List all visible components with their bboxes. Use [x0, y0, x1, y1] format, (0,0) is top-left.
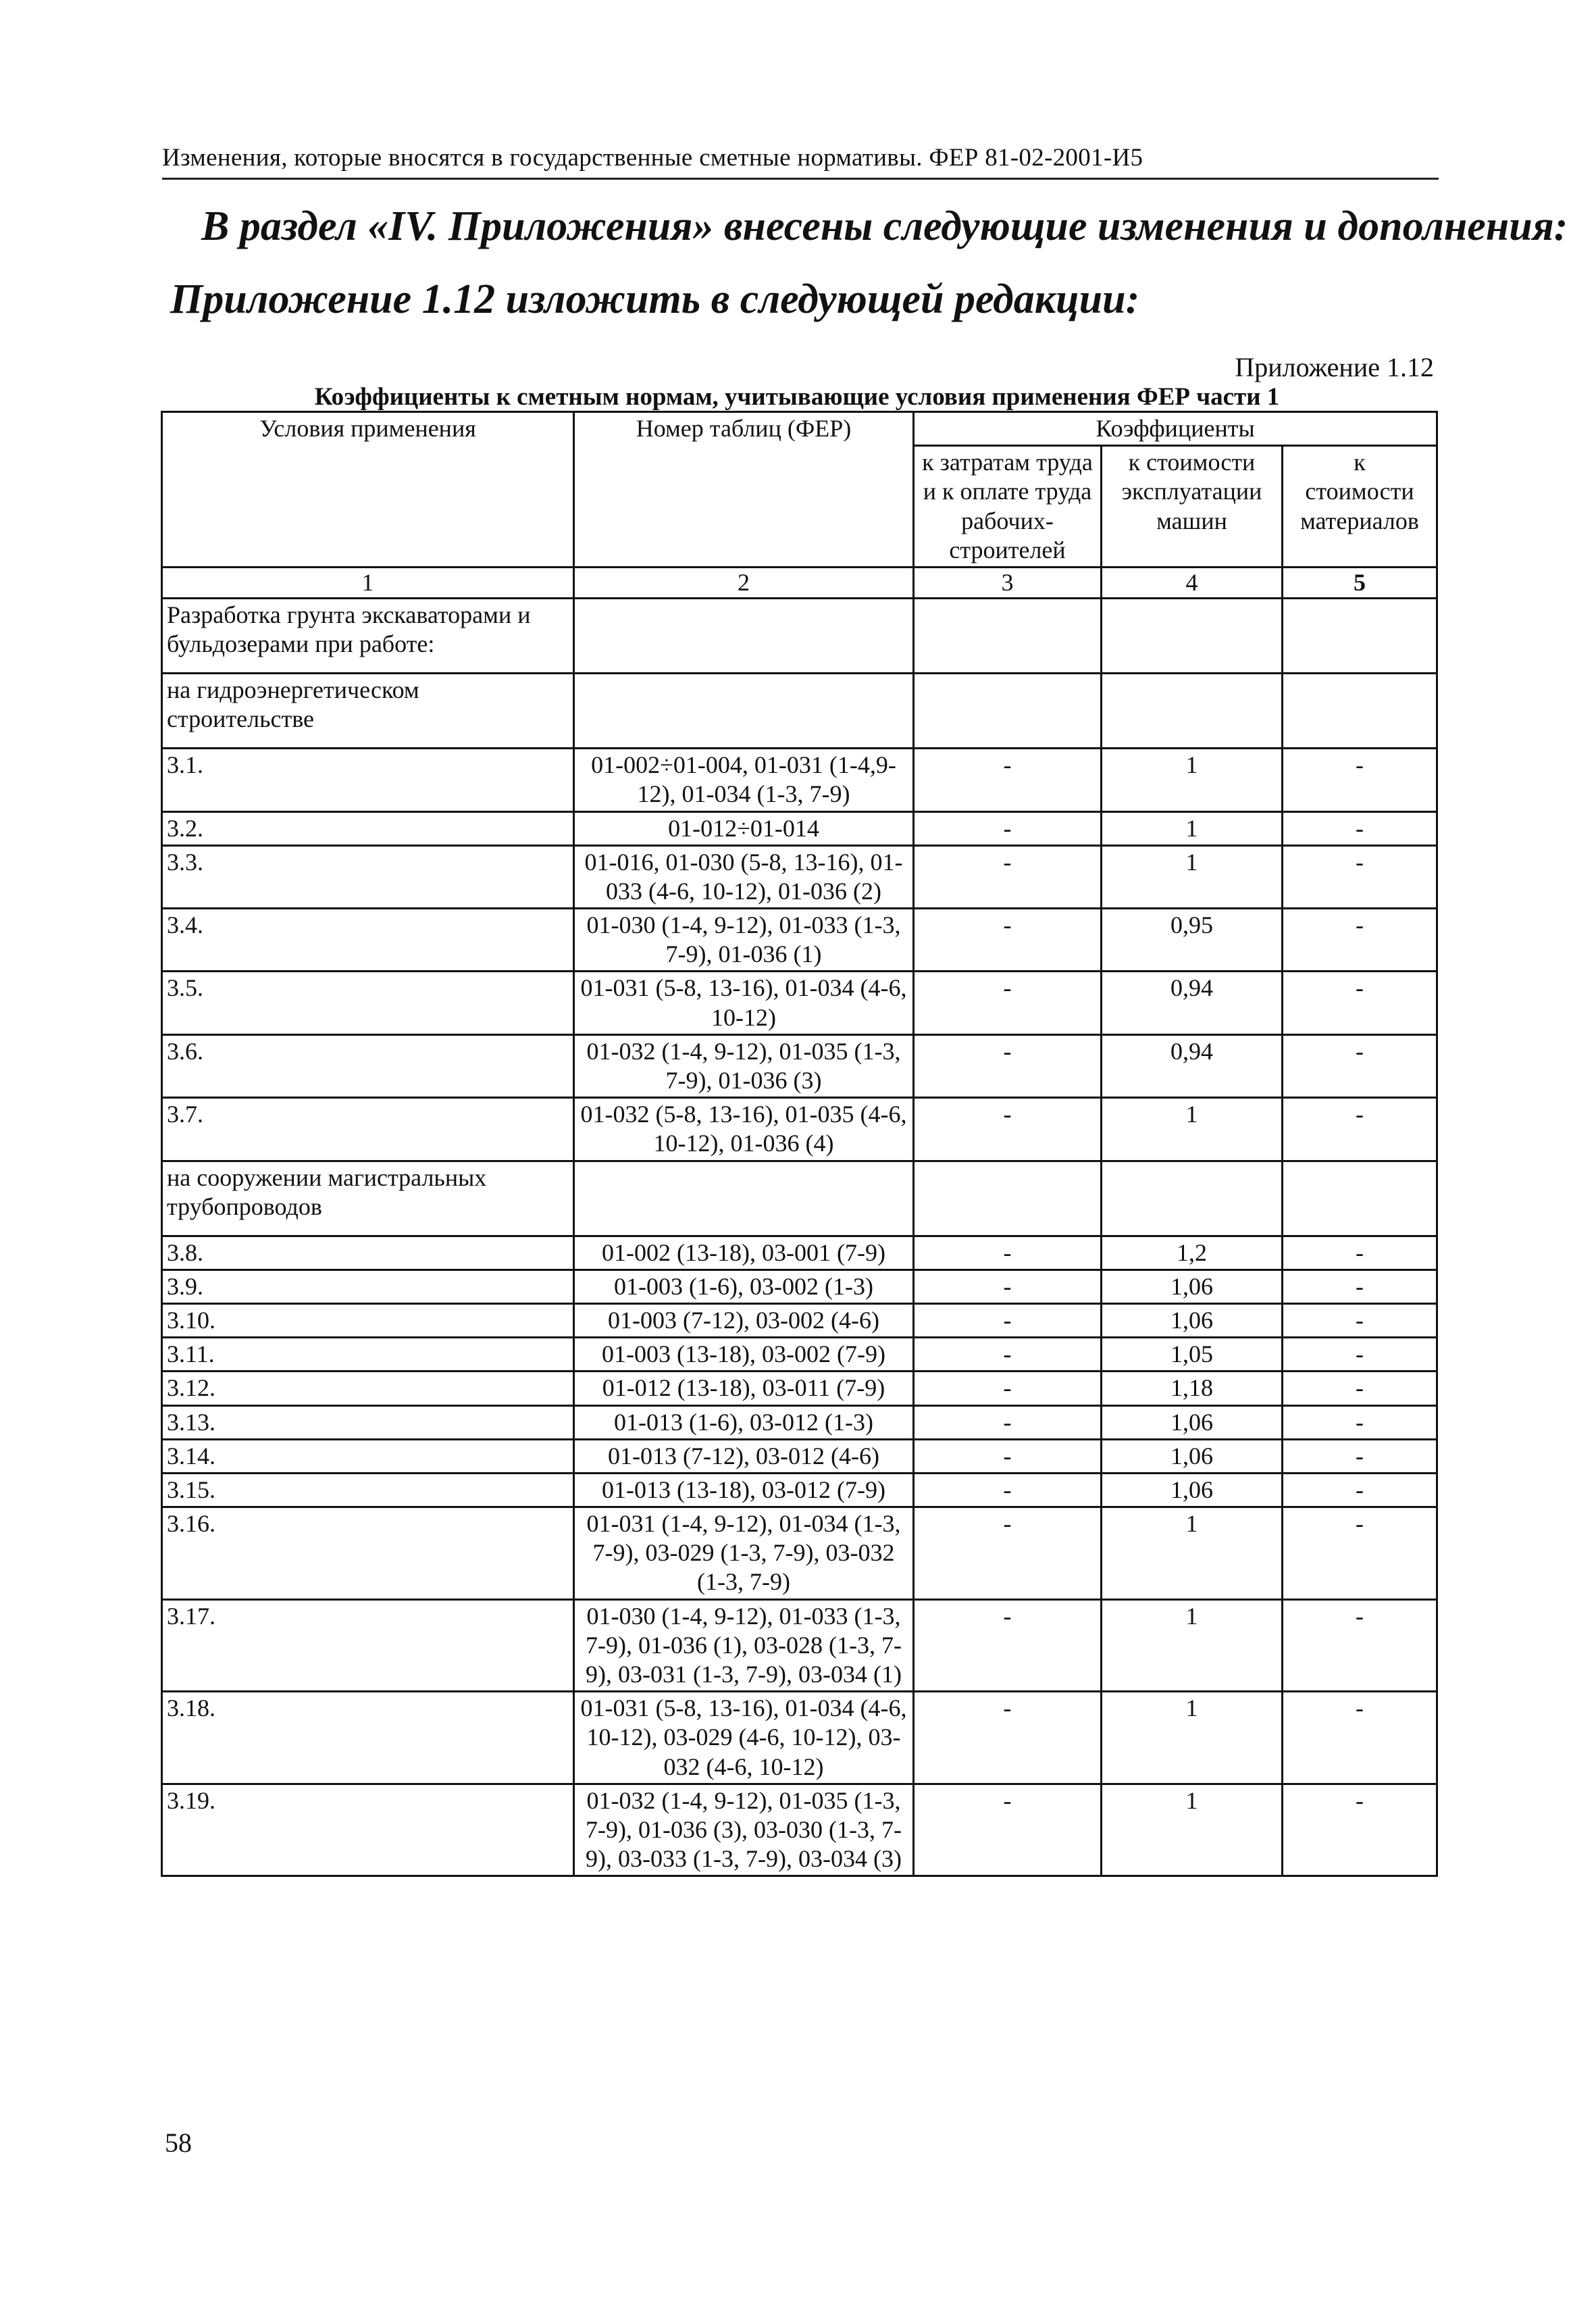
row-labor-coef: - [914, 1034, 1102, 1097]
column-number-row [162, 567, 1437, 598]
row-materials-coef: - [1283, 1372, 1437, 1405]
table-row [162, 1439, 1437, 1473]
table-row [162, 909, 1437, 972]
column-number: 2 [574, 567, 914, 598]
row-id: 3.19. [162, 1784, 574, 1876]
empty-cell [1283, 674, 1437, 749]
row-materials-coef: - [1283, 1784, 1437, 1876]
row-labor-coef: - [914, 972, 1102, 1034]
row-machines-coef: 1 [1102, 1507, 1283, 1600]
empty-cell [1283, 599, 1437, 674]
table-row [162, 1473, 1437, 1507]
row-materials-coef: - [1283, 1098, 1437, 1161]
header-coefficients: Коэффициенты [914, 412, 1437, 446]
row-materials-coef: - [1283, 1034, 1437, 1097]
row-labor-coef: - [914, 1236, 1102, 1269]
table-row [162, 1338, 1437, 1372]
row-labor-coef: - [914, 1473, 1102, 1507]
row-id: 3.12. [162, 1372, 574, 1405]
group-label: на гидроэнергетическом строительстве [162, 674, 574, 749]
row-materials-coef: - [1283, 1405, 1437, 1439]
group-row [162, 1161, 1437, 1236]
row-machines-coef: 1 [1102, 749, 1283, 811]
header-materials-text: стоимости материалов [1300, 478, 1419, 534]
row-materials-coef: - [1283, 811, 1437, 845]
row-labor-coef: - [914, 1692, 1102, 1784]
table-row [162, 1692, 1437, 1784]
row-labor-coef: - [914, 811, 1102, 845]
row-machines-coef: 1,18 [1102, 1372, 1283, 1405]
row-materials-coef: - [1283, 972, 1437, 1034]
row-materials-coef: - [1283, 1599, 1437, 1692]
table-header-row-1 [162, 412, 1437, 446]
row-machines-coef: 1,06 [1102, 1269, 1283, 1303]
group-label: на сооружении магистральных трубопроводов [162, 1161, 574, 1236]
table-row [162, 1372, 1437, 1405]
row-machines-coef: 1 [1102, 811, 1283, 845]
row-machines-coef: 0,94 [1102, 972, 1283, 1034]
table-row [162, 1784, 1437, 1876]
row-id: 3.8. [162, 1236, 574, 1269]
row-machines-coef: 1,06 [1102, 1405, 1283, 1439]
row-machines-coef: 1 [1102, 1692, 1283, 1784]
empty-cell [574, 1161, 914, 1236]
row-labor-coef: - [914, 1507, 1102, 1600]
row-table-numbers: 01-030 (1-4, 9-12), 01-033 (1-3, 7-9), 01-036 (1) [574, 909, 914, 972]
empty-cell [574, 599, 914, 674]
row-table-numbers: 01-016, 01-030 (5-8, 13-16), 01-033 (4-6, 10-12), 01-036 (2) [574, 845, 914, 908]
header-materials-k: к [1354, 449, 1366, 476]
page-number: 58 [165, 2128, 192, 2158]
row-table-numbers: 01-032 (1-4, 9-12), 01-035 (1-3, 7-9), 01-036 (3), 03-030 (1-3, 7-9), 03-033 (1-3, 7-9), 03-034 (3) [574, 1784, 914, 1876]
table-row [162, 1269, 1437, 1303]
row-labor-coef: - [914, 1303, 1102, 1337]
row-table-numbers: 01-003 (1-6), 03-002 (1-3) [574, 1269, 914, 1303]
row-materials-coef: - [1283, 1236, 1437, 1269]
group-row [162, 599, 1437, 674]
row-id: 3.5. [162, 972, 574, 1034]
row-materials-coef: - [1283, 1692, 1437, 1784]
row-labor-coef: - [914, 1405, 1102, 1439]
row-id: 3.4. [162, 909, 574, 972]
section-change-title: В раздел «IV. Приложения» внесены следующие изменения и дополнения: [201, 203, 1568, 249]
table-row [162, 811, 1437, 845]
row-table-numbers: 01-012÷01-014 [574, 811, 914, 845]
table-row [162, 1236, 1437, 1269]
empty-cell [914, 1161, 1102, 1236]
row-table-numbers: 01-031 (1-4, 9-12), 01-034 (1-3, 7-9), 03-029 (1-3, 7-9), 03-032 (1-3, 7-9) [574, 1507, 914, 1600]
group-label: Разработка грунта экскаваторами и бульдозерами при работе: [162, 599, 574, 674]
row-id: 3.17. [162, 1599, 574, 1692]
row-machines-coef: 1,06 [1102, 1473, 1283, 1507]
header-machines: к стоимости эксплуатации машин [1102, 446, 1283, 568]
row-materials-coef: - [1283, 1303, 1437, 1337]
row-table-numbers: 01-013 (13-18), 03-012 (7-9) [574, 1473, 914, 1507]
row-materials-coef: - [1283, 749, 1437, 811]
row-machines-coef: 1 [1102, 1098, 1283, 1161]
row-materials-coef: - [1283, 845, 1437, 908]
column-number: 4 [1102, 567, 1283, 598]
table-row [162, 1507, 1437, 1600]
group-row [162, 674, 1437, 749]
table-row [162, 1303, 1437, 1337]
row-labor-coef: - [914, 1338, 1102, 1372]
row-table-numbers: 01-003 (7-12), 03-002 (4-6) [574, 1303, 914, 1337]
row-id: 3.15. [162, 1473, 574, 1507]
empty-cell [914, 599, 1102, 674]
row-machines-coef: 1,2 [1102, 1236, 1283, 1269]
row-materials-coef: - [1283, 1439, 1437, 1473]
row-labor-coef: - [914, 845, 1102, 908]
empty-cell [1102, 674, 1283, 749]
row-table-numbers: 01-013 (7-12), 03-012 (4-6) [574, 1439, 914, 1473]
row-id: 3.6. [162, 1034, 574, 1097]
header-labor: к затратам труда и к оплате труда рабочих-строителей [914, 446, 1102, 568]
appendix-label: Приложение 1.12 [1235, 352, 1434, 382]
row-table-numbers: 01-031 (5-8, 13-16), 01-034 (4-6, 10-12) [574, 972, 914, 1034]
column-number: 5 [1283, 567, 1437, 598]
row-id: 3.14. [162, 1439, 574, 1473]
row-table-numbers: 01-032 (5-8, 13-16), 01-035 (4-6, 10-12), 01-036 (4) [574, 1098, 914, 1161]
table-row [162, 972, 1437, 1034]
row-id: 3.16. [162, 1507, 574, 1600]
table-row [162, 749, 1437, 811]
row-table-numbers: 01-002÷01-004, 01-031 (1-4,9-12), 01-034 (1-3, 7-9) [574, 749, 914, 811]
row-id: 3.9. [162, 1269, 574, 1303]
empty-cell [914, 674, 1102, 749]
row-table-numbers: 01-032 (1-4, 9-12), 01-035 (1-3, 7-9), 01-036 (3) [574, 1034, 914, 1097]
row-id: 3.2. [162, 811, 574, 845]
row-labor-coef: - [914, 1784, 1102, 1876]
row-table-numbers: 01-003 (13-18), 03-002 (7-9) [574, 1338, 914, 1372]
row-machines-coef: 1 [1102, 845, 1283, 908]
row-machines-coef: 1 [1102, 1784, 1283, 1876]
row-id: 3.7. [162, 1098, 574, 1161]
row-labor-coef: - [914, 1439, 1102, 1473]
row-machines-coef: 1 [1102, 1599, 1283, 1692]
table-row [162, 1599, 1437, 1692]
row-labor-coef: - [914, 1098, 1102, 1161]
column-number: 1 [162, 567, 574, 598]
column-number: 3 [914, 567, 1102, 598]
table-row [162, 1405, 1437, 1439]
row-materials-coef: - [1283, 1507, 1437, 1600]
row-id: 3.3. [162, 845, 574, 908]
rows-hydro [162, 749, 1437, 1161]
row-machines-coef: 0,94 [1102, 1034, 1283, 1097]
coefficients-table [161, 411, 1438, 1877]
row-materials-coef: - [1283, 1473, 1437, 1507]
row-table-numbers: 01-031 (5-8, 13-16), 01-034 (4-6, 10-12), 03-029 (4-6, 10-12), 03-032 (4-6, 10-12) [574, 1692, 914, 1784]
row-labor-coef: - [914, 909, 1102, 972]
row-table-numbers: 01-030 (1-4, 9-12), 01-033 (1-3, 7-9), 01-036 (1), 03-028 (1-3, 7-9), 03-031 (1-3, 7-9), 03-034 (1) [574, 1599, 914, 1692]
appendix-instruction-title: Приложение 1.12 изложить в следующей редакции: [170, 276, 1140, 322]
running-header: Изменения, которые вносятся в государственные сметные нормативы. ФЕР 81-02-2001-И5 [162, 143, 1439, 180]
row-labor-coef: - [914, 1599, 1102, 1692]
empty-cell [1102, 1161, 1283, 1236]
header-materials [1283, 446, 1437, 568]
row-id: 3.11. [162, 1338, 574, 1372]
row-id: 3.13. [162, 1405, 574, 1439]
row-materials-coef: - [1283, 1269, 1437, 1303]
row-machines-coef: 1,06 [1102, 1439, 1283, 1473]
row-machines-coef: 1,06 [1102, 1303, 1283, 1337]
row-id: 3.18. [162, 1692, 574, 1784]
header-table-numbers: Номер таблиц (ФЕР) [574, 412, 914, 568]
row-materials-coef: - [1283, 1338, 1437, 1372]
row-labor-coef: - [914, 749, 1102, 811]
table-row [162, 1098, 1437, 1161]
rows-pipelines [162, 1236, 1437, 1876]
row-labor-coef: - [914, 1372, 1102, 1405]
row-labor-coef: - [914, 1269, 1102, 1303]
row-table-numbers: 01-012 (13-18), 03-011 (7-9) [574, 1372, 914, 1405]
row-id: 3.1. [162, 749, 574, 811]
table-caption: Коэффициенты к сметным нормам, учитывающие условия применения ФЕР части 1 [314, 383, 1280, 411]
table-row [162, 845, 1437, 908]
header-conditions: Условия применения [162, 412, 574, 568]
row-id: 3.10. [162, 1303, 574, 1337]
empty-cell [1283, 1161, 1437, 1236]
row-machines-coef: 1,05 [1102, 1338, 1283, 1372]
row-materials-coef: - [1283, 909, 1437, 972]
empty-cell [1102, 599, 1283, 674]
row-table-numbers: 01-013 (1-6), 03-012 (1-3) [574, 1405, 914, 1439]
row-table-numbers: 01-002 (13-18), 03-001 (7-9) [574, 1236, 914, 1269]
row-machines-coef: 0,95 [1102, 909, 1283, 972]
empty-cell [574, 674, 914, 749]
table-row [162, 1034, 1437, 1097]
